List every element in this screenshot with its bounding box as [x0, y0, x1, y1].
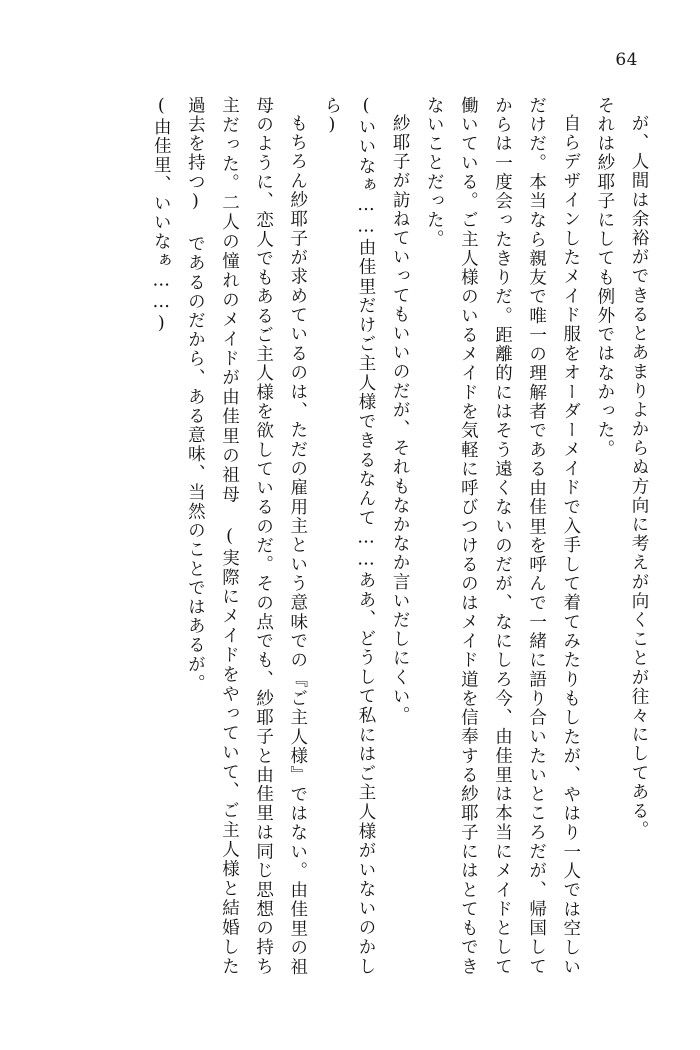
- paragraph: 紗耶子が訪ねていってもいいのだが、それもなかなか言いだしにくい。: [390, 113, 411, 725]
- paragraph: もちろん紗耶子が求めているのは、ただの雇用主という意味での『ご主人様』ではない。由佳里の祖母のように、恋人でもあるご主人様を欲しているのだ。その点でも、紗耶子と由佳里は同じ思想の持ち主だった。二人の憧れのメイドが由佳里の祖母 (実際にメイドをやっていて、ご主人様と結婚した過去を持つ) であるのだから、ある意味、当然のことではあるが。: [185, 96, 308, 976]
- paragraph: が、人間は余裕ができるとあまりよからぬ方向に考えが向くことが往々にしてある。: [629, 113, 649, 840]
- paragraph: 自らデザインしたメイド服をオーダーメイドで入手して着てみたりもしたが、やはり一人では空しいだけだ。本当なら親友で唯一の理解者である由佳里を呼んで一緒に語り合いたいところだが、帰国してからは一度会ったきりだ。距離的にはそう遠くないのだが、なにしろ今、由佳里は本当にメイドとして働いている。ご主人様のいるメイドを気軽に呼びつけるのはメイド道を信奉する紗耶子にはとてもできないことだった。: [424, 96, 581, 976]
- body-text: [58, 96, 656, 976]
- paragraph: それは紗耶子にしても例外ではなかった。: [594, 96, 615, 459]
- paragraph: (由佳里、いいなぁ……): [151, 96, 172, 336]
- page-number: 64: [615, 50, 638, 70]
- paragraph: (いいなぁ……由佳里だけご主人様できるなんて……ああ、どうして私にはご主人様がいないのかしら): [321, 96, 376, 976]
